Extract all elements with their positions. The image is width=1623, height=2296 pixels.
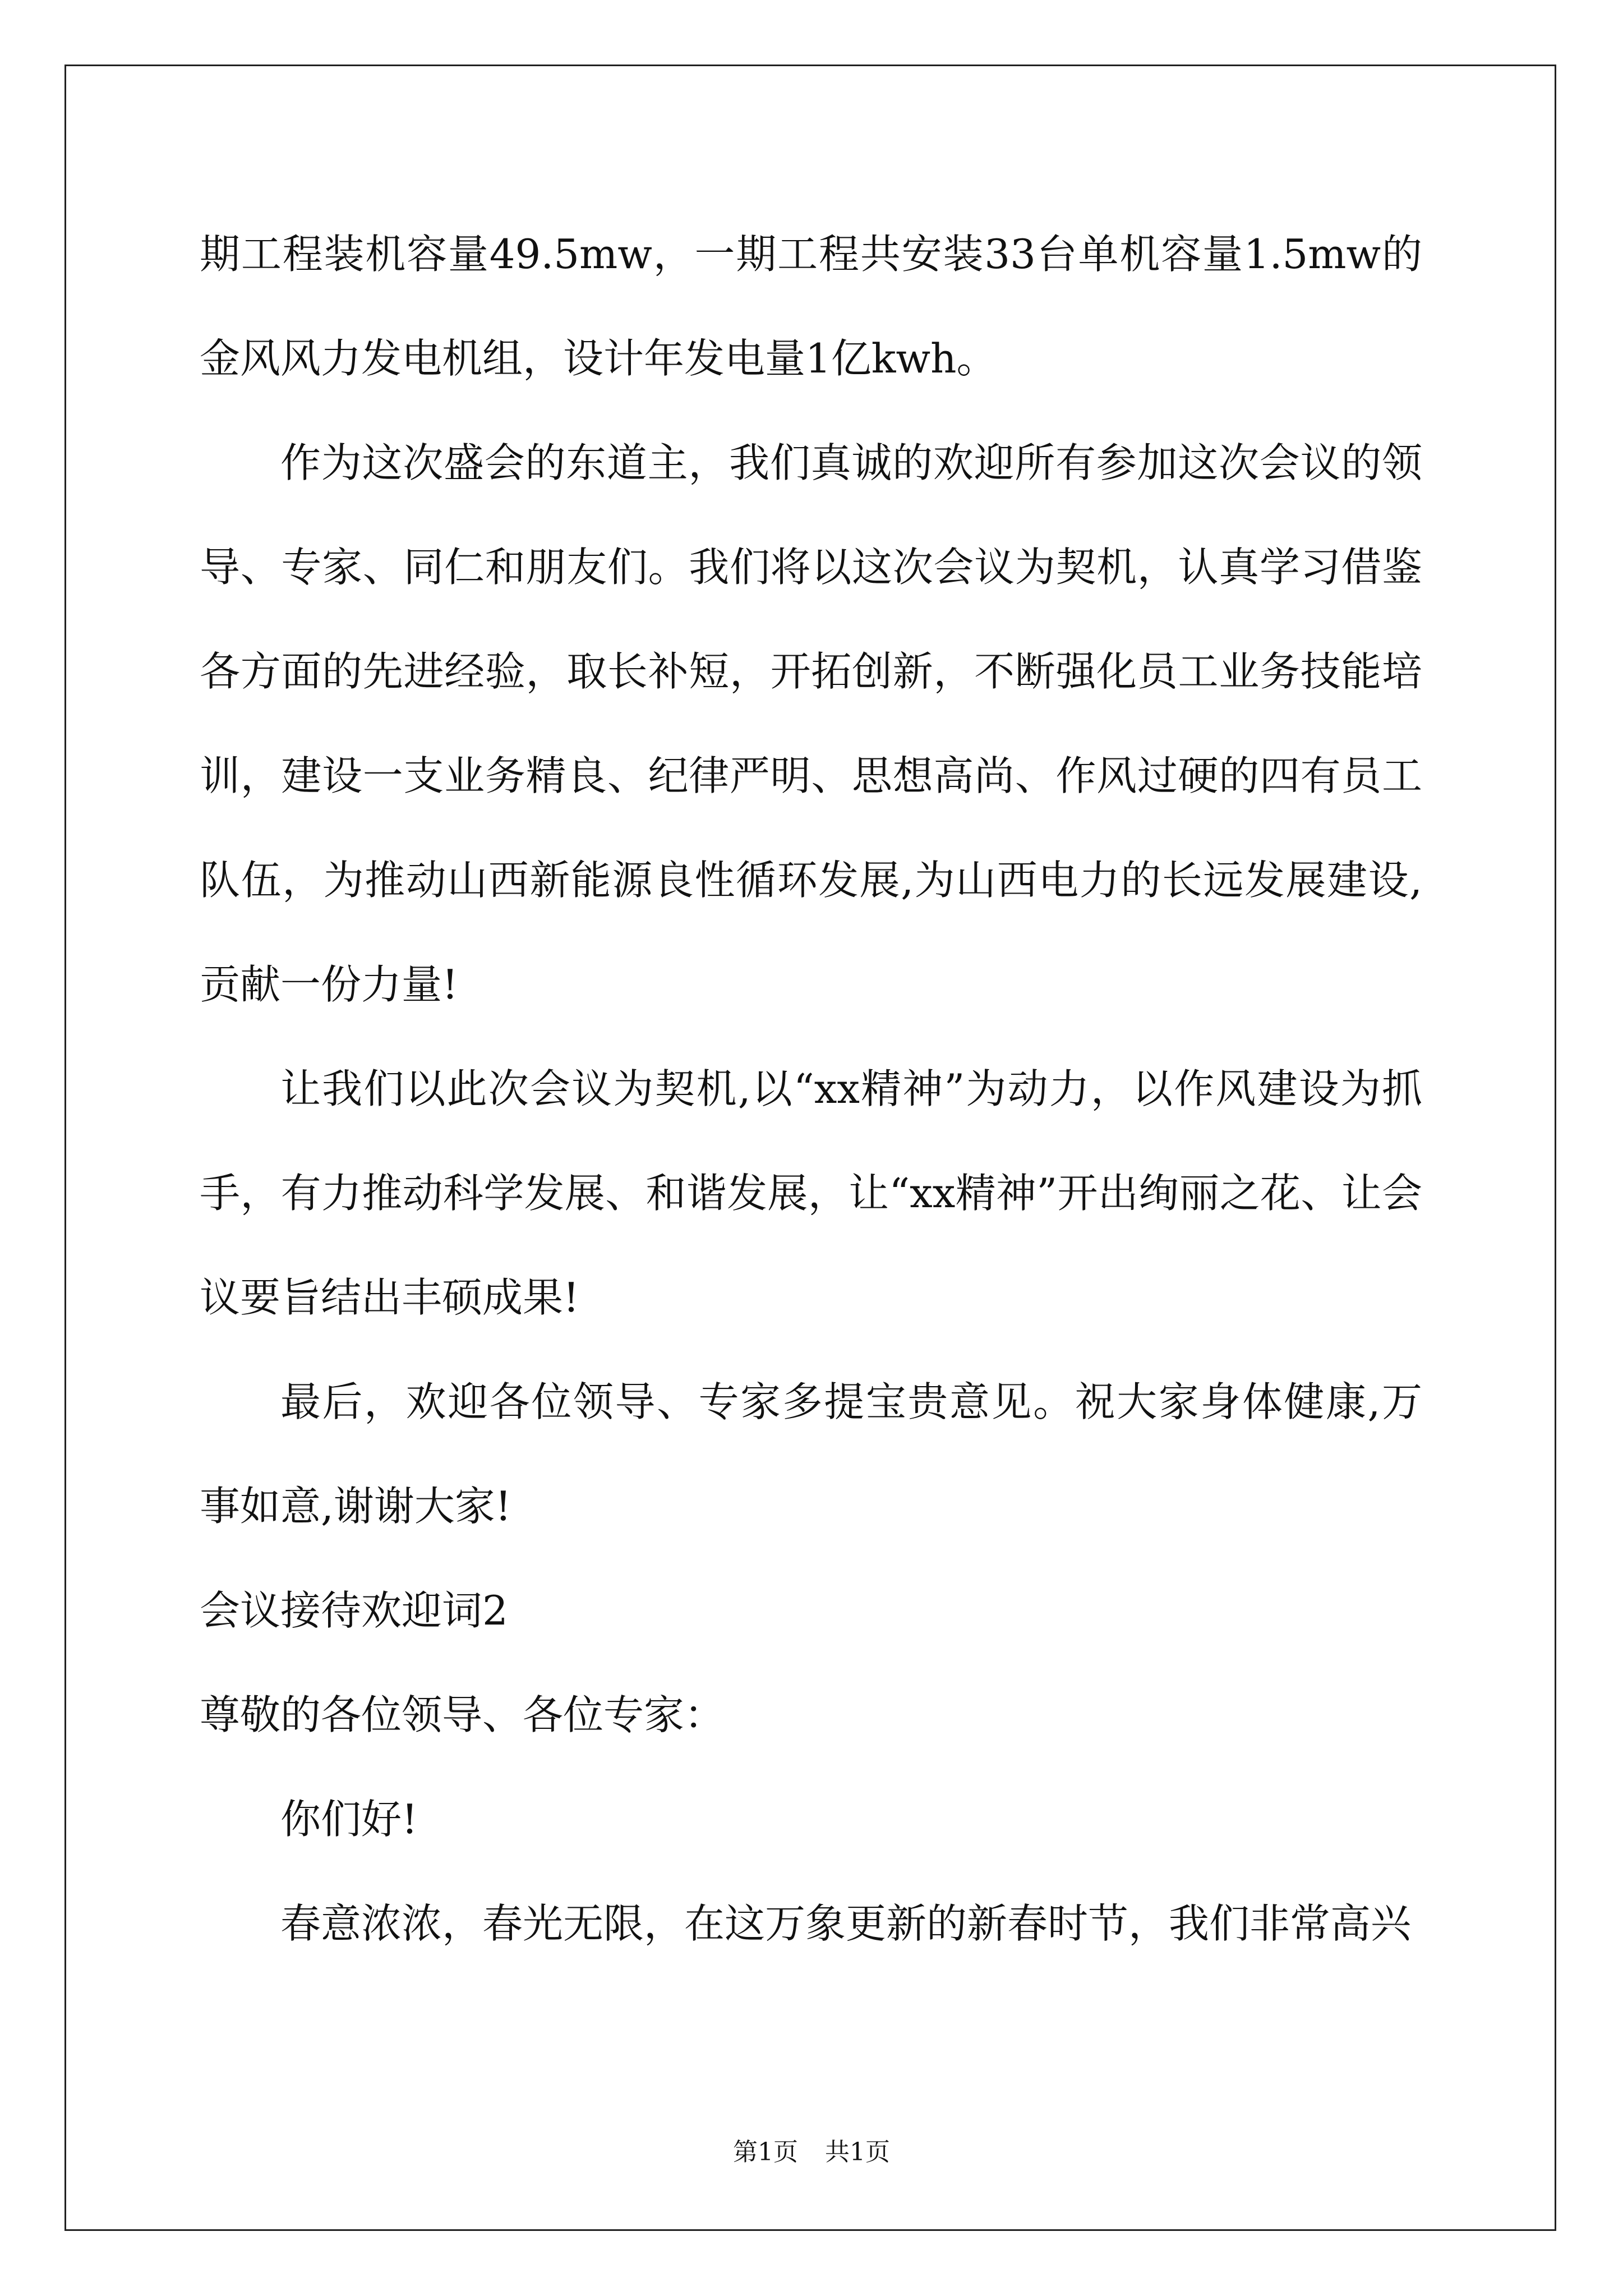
page-total: 共1页 [825, 2138, 890, 2166]
paragraph-1: 期工程装机容量49.5mw，一期工程共安装33台单机容量1.5mw的金风风力发电机组，设计年发电量1亿kwh。 [200, 231, 1422, 382]
paragraph-3: 让我们以此次会议为契机,以“xx精神”为动力，以作风建设为抓手，有力推动科学发展、和谐发展，让“xx精神”开出绚丽之花、让会议要旨结出丰硕成果! [200, 1065, 1422, 1321]
paragraph-4: 最后，欢迎各位领导、专家多提宝贵意见。祝大家身体健康,万事如意,谢谢大家! [200, 1378, 1422, 1530]
section-title: 会议接待欢迎词2 [200, 1587, 508, 1634]
document-body [200, 202, 1422, 1976]
paragraph-last: 春意浓浓，春光无限，在这万象更新的新春时节，我们非常高兴 [280, 1900, 1412, 1947]
page-footer [0, 2132, 1623, 2168]
greeting: 你们好! [280, 1796, 418, 1843]
salutation: 尊敬的各位领导、各位专家： [200, 1691, 725, 1738]
page-number: 第1页 [733, 2138, 798, 2166]
paragraph-2: 作为这次盛会的东道主，我们真诚的欢迎所有参加这次会议的领导、专家、同仁和朋友们。我们将以这次会议为契机，认真学习借鉴各方面的先进经验，取长补短，开拓创新，不断强化员工业务技能培训，建设一支业务精良、纪律严明、思想高尚、作风过硬的四有员工队伍，为推动山西新能源良性循环发展,为山西电力的长远发展建设,贡献一份力量! [200, 439, 1422, 1008]
